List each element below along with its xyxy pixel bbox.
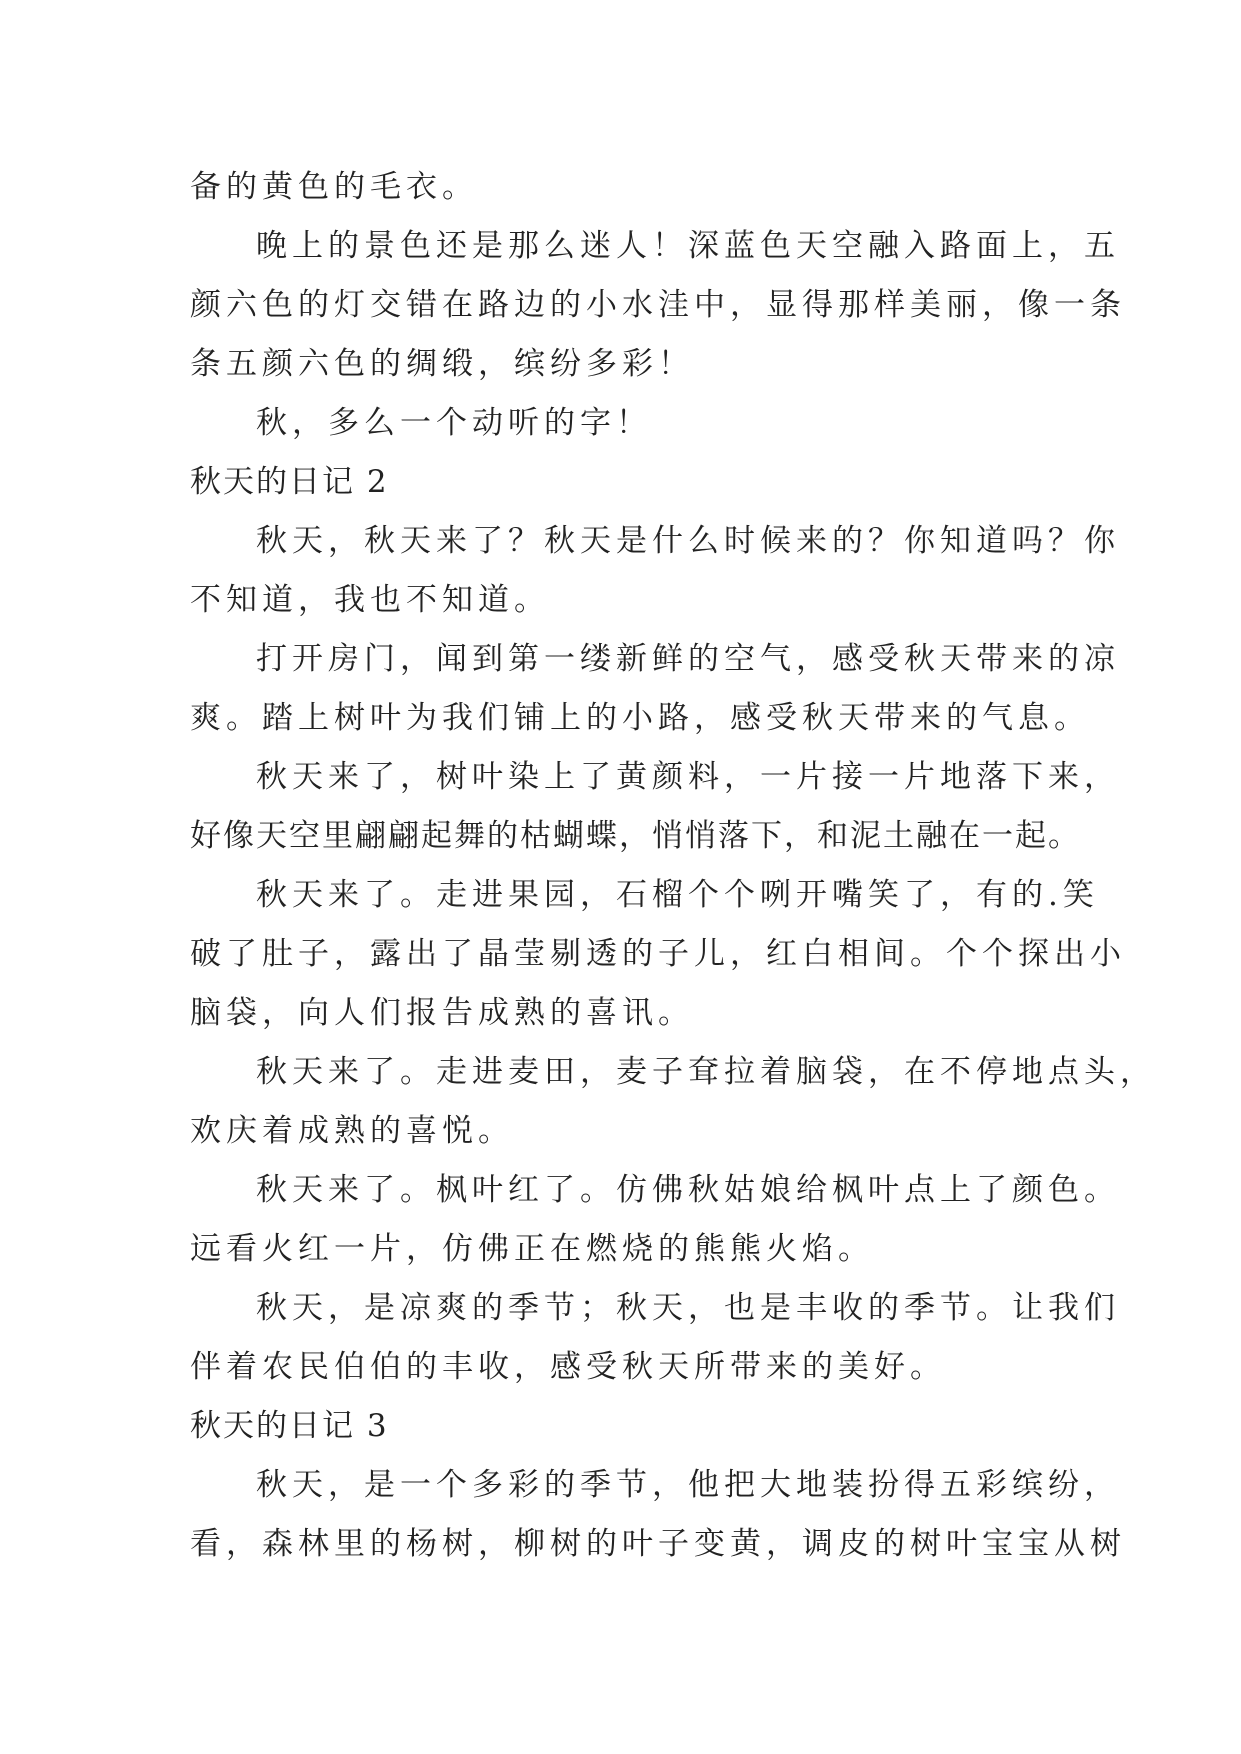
text-line: 伴着农民伯伯的丰收，感受秋天所带来的美好。 bbox=[190, 1349, 946, 1385]
text-line: 欢庆着成熟的喜悦。 bbox=[190, 1113, 514, 1149]
section-heading: 秋天的日记 3 bbox=[190, 1408, 389, 1444]
text-line: 脑袋，向人们报告成熟的喜讯。 bbox=[190, 995, 694, 1031]
text-line: 秋天，秋天来了？秋天是什么时候来的？你知道吗？你 bbox=[256, 523, 1120, 559]
text-line: 秋天来了。走进麦田，麦子耷拉着脑袋，在不停地点头， bbox=[256, 1054, 1156, 1090]
text-line: 秋天，是凉爽的季节；秋天，也是丰收的季节。让我们 bbox=[256, 1290, 1120, 1326]
text-line: 看，森林里的杨树，柳树的叶子变黄，调皮的树叶宝宝从树 bbox=[190, 1526, 1126, 1562]
text-line: 条五颜六色的绸缎，缤纷多彩！ bbox=[190, 346, 694, 382]
text-line: 秋天来了，树叶染上了黄颜料，一片接一片地落下来， bbox=[256, 759, 1120, 795]
text-line: 破了肚子，露出了晶莹剔透的子儿，红白相间。个个探出小 bbox=[190, 936, 1126, 972]
text-line: 秋，多么一个动听的字！ bbox=[256, 405, 652, 441]
text-line: 好像天空里翩翩起舞的枯蝴蝶，悄悄落下，和泥土融在一起。 bbox=[190, 818, 1081, 854]
text-line: 秋天来了。走进果园，石榴个个咧开嘴笑了，有的.笑 bbox=[256, 877, 1099, 913]
section-heading: 秋天的日记 2 bbox=[190, 464, 389, 500]
text-line: 秋天，是一个多彩的季节，他把大地装扮得五彩缤纷， bbox=[256, 1467, 1120, 1503]
text-line: 秋天来了。枫叶红了。仿佛秋姑娘给枫叶点上了颜色。 bbox=[256, 1172, 1120, 1208]
text-line: 爽。踏上树叶为我们铺上的小路，感受秋天带来的气息。 bbox=[190, 700, 1090, 736]
text-line: 颜六色的灯交错在路边的小水洼中，显得那样美丽，像一条 bbox=[190, 287, 1126, 323]
text-line: 晚上的景色还是那么迷人！深蓝色天空融入路面上，五 bbox=[256, 228, 1120, 264]
document-body bbox=[190, 158, 1156, 1574]
text-line: 不知道，我也不知道。 bbox=[190, 582, 550, 618]
text-line: 打开房门，闻到第一缕新鲜的空气，感受秋天带来的凉 bbox=[256, 641, 1120, 677]
text-line: 远看火红一片，仿佛正在燃烧的熊熊火焰。 bbox=[190, 1231, 874, 1267]
text-line: 备的黄色的毛衣。 bbox=[190, 169, 478, 205]
